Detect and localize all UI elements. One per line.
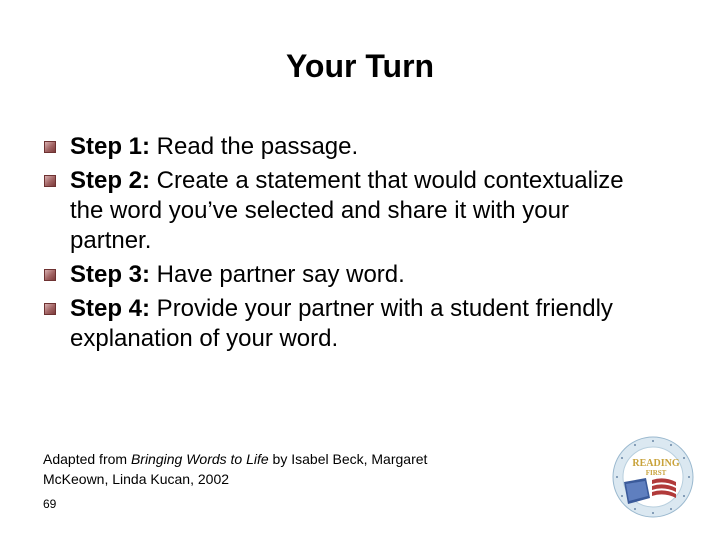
step-text: Read the passage. [150,133,359,160]
seal-text-line1: READING [632,458,680,469]
step-item [44,132,624,162]
square-bullet-icon [44,141,56,153]
citation-suffix: by Isabel Beck, Margaret McKeown, Linda Kucan, 2002 [43,451,428,487]
step-item [44,166,624,256]
step-label: Step 4: [70,295,151,322]
step-text: Have partner say word. [150,261,405,288]
step-item [44,294,624,354]
step-label: Step 2: [70,167,151,194]
square-bullet-icon [44,175,56,187]
seal-text-line2: FIRST [645,469,667,477]
step-text: Provide your partner with a student friendly explanation of your word. [70,295,613,352]
step-text: Create a statement that would contextualize the word you’ve selected and share it with your partner. [70,167,624,254]
step-label: Step 3: [70,261,151,288]
reading-first-seal [612,436,694,518]
steps-list [44,132,624,358]
citation [43,449,463,489]
citation-book-title: Bringing Words to Life [130,451,269,467]
square-bullet-icon [44,303,56,315]
citation-prefix: Adapted from [43,451,131,467]
square-bullet-icon [44,269,56,281]
page-number: 69 [43,497,57,511]
slide-title: Your Turn [285,48,435,84]
step-item [44,260,624,290]
step-label: Step 1: [70,133,151,160]
